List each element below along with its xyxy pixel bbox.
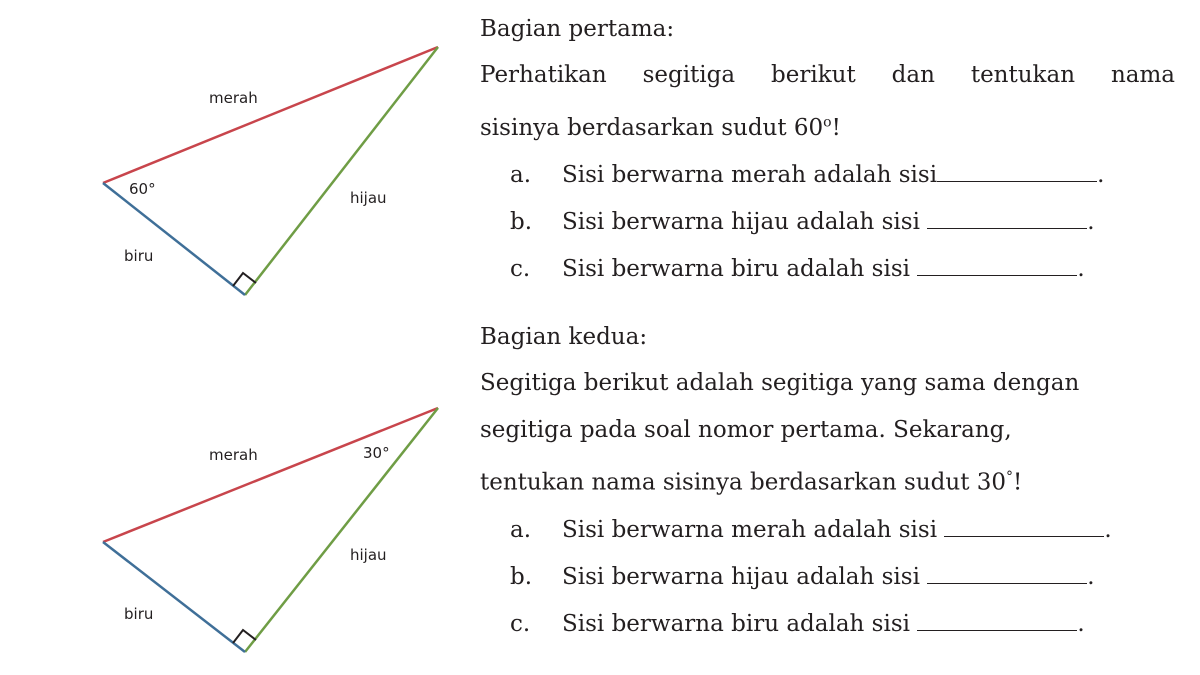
part-one (480, 14, 1175, 293)
part-two-instruction-line3 (480, 454, 1175, 507)
question-marker: b. (510, 563, 533, 590)
angle-label-2: 30° (363, 444, 390, 462)
exclamation: ! (831, 114, 841, 141)
side-merah-1 (103, 47, 438, 183)
question-marker: a. (510, 516, 532, 543)
part-one-heading: Bagian pertama: (480, 16, 675, 42)
question-text: Sisi berwarna hijau adalah sisi (562, 208, 928, 235)
question-text: Sisi berwarna merah adalah sisi (562, 516, 945, 543)
question-item: c. Sisi berwarna biru adalah sisi . (480, 601, 1175, 648)
triangle-1-svg (0, 0, 470, 320)
answer-blank[interactable] (927, 559, 1087, 584)
part-two-instruction-line1: Segitiga berikut adalah segitiga yang sama dengan (480, 370, 1080, 396)
degree-symbol: ° (1006, 469, 1014, 485)
label-hijau-2: hijau (350, 546, 387, 564)
answer-blank[interactable] (917, 251, 1077, 276)
answer-blank[interactable] (927, 204, 1087, 229)
question-marker: b. (510, 208, 533, 235)
part-two-instruction-line2: segitiga pada soal nomor pertama. Sekarang, (480, 417, 1012, 443)
part-two-heading: Bagian kedua: (480, 324, 648, 350)
label-hijau-1: hijau (350, 189, 387, 207)
question-item: a. Sisi berwarna merah adalah sisi . (480, 507, 1175, 554)
exclamation: ! (1013, 469, 1023, 496)
part-one-instruction-line2 (480, 115, 841, 141)
question-item: a. Sisi berwarna merah adalah sisi . (480, 152, 1175, 199)
label-merah-2: merah (209, 446, 258, 464)
angle-label-1: 60° (129, 180, 156, 198)
triangle-figure-2 (0, 330, 470, 675)
question-item: c. Sisi berwarna biru adalah sisi . (480, 246, 1175, 293)
instruction-text: sisinya berdasarkan sudut 60 (480, 114, 824, 141)
question-text: Sisi berwarna hijau adalah sisi (562, 563, 928, 590)
question-item: b. Sisi berwarna hijau adalah sisi . (480, 554, 1175, 601)
question-marker: c. (510, 255, 531, 282)
question-text: Sisi berwarna biru adalah sisi (562, 610, 918, 637)
part-two (480, 322, 1175, 648)
question-item: b. Sisi berwarna hijau adalah sisi . (480, 199, 1175, 246)
question-text: Sisi berwarna merah adalah sisi (562, 161, 938, 188)
side-biru-1 (103, 183, 245, 295)
part-one-questions (480, 152, 1175, 293)
label-biru-1: biru (124, 247, 154, 265)
part-two-questions (480, 507, 1175, 648)
triangle-2-svg (0, 330, 470, 675)
label-merah-1: merah (209, 89, 258, 107)
answer-blank[interactable] (917, 606, 1077, 631)
side-biru-2 (103, 542, 245, 652)
part-two-instruction (480, 360, 1175, 507)
side-hijau-2 (245, 408, 438, 652)
answer-blank[interactable] (937, 157, 1097, 182)
part-one-instruction-line1: Perhatikan segitiga berikut dan tentukan nama (480, 62, 1175, 88)
question-marker: a. (510, 161, 532, 188)
part-one-instruction (480, 52, 1175, 152)
question-marker: c. (510, 610, 531, 637)
instruction-text: tentukan nama sisinya berdasarkan sudut 30 (480, 469, 1007, 496)
question-text: Sisi berwarna biru adalah sisi (562, 255, 918, 282)
label-biru-2: biru (124, 605, 154, 623)
side-merah-2 (103, 408, 438, 542)
degree-symbol: o (823, 114, 832, 130)
triangle-figure-1 (0, 0, 470, 320)
side-hijau-1 (245, 47, 438, 295)
answer-blank[interactable] (944, 512, 1104, 537)
